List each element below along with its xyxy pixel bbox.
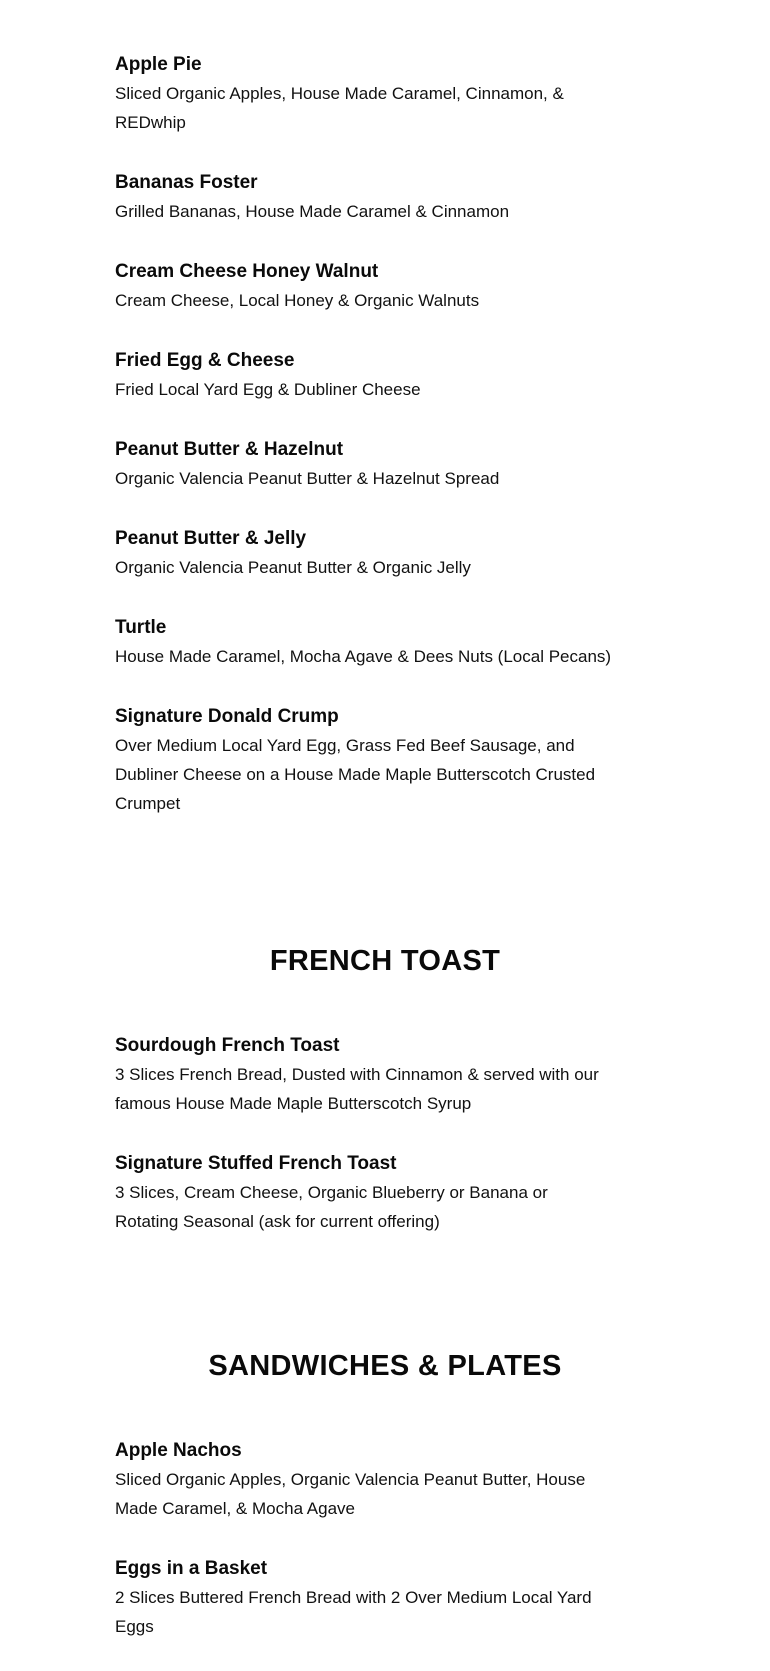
menu-item-name: Peanut Butter & Jelly	[115, 528, 307, 549]
menu-item-description: Sliced Organic Apples, House Made Caramel, Cinnamon, & REDwhip	[115, 84, 564, 132]
menu-item-eggs-in-a-basket	[115, 1554, 615, 1641]
menu-item-description: 2 Slices Buttered French Bread with 2 Over Medium Local Yard Eggs	[115, 1588, 592, 1636]
section-title-sandwiches-plates: SANDWICHES & PLATES	[208, 1350, 562, 1382]
menu-item-description: Over Medium Local Yard Egg, Grass Fed Beef Sausage, and Dubliner Cheese on a House Made Maple Butterscotch Crusted Crumpet	[115, 736, 596, 813]
section-title-french-toast: FRENCH TOAST	[269, 945, 501, 977]
menu-item-description: 3 Slices French Bread, Dusted with Cinnamon & served with our famous House Made Maple Butterscotch Syrup	[115, 1065, 599, 1113]
menu-item-description: 3 Slices, Cream Cheese, Organic Blueberry or Banana or Rotating Seasonal (ask for current offering)	[115, 1183, 548, 1231]
menu-item-apple-nachos	[115, 1436, 615, 1523]
menu-item-name: Apple Nachos	[115, 1440, 242, 1461]
menu-item-name: Sourdough French Toast	[115, 1035, 340, 1056]
menu-item-name: Cream Cheese Honey Walnut	[115, 261, 379, 282]
crumpets-section	[115, 50, 615, 848]
menu-item-sourdough-french-toast	[115, 1031, 615, 1118]
menu-item-description: Cream Cheese, Local Honey & Organic Walnuts	[115, 291, 480, 310]
menu-item-apple-pie	[115, 50, 615, 137]
menu-item-peanut-butter-jelly	[115, 524, 615, 582]
menu-item-description: Fried Local Yard Egg & Dubliner Cheese	[115, 380, 421, 399]
menu-item-name: Turtle	[115, 617, 167, 638]
menu-item-bananas-foster	[115, 168, 615, 226]
menu-item-name: Signature Donald Crump	[115, 706, 339, 727]
menu-item-description: Organic Valencia Peanut Butter & Organic Jelly	[115, 558, 471, 577]
menu-item-name: Eggs in a Basket	[115, 1558, 268, 1579]
menu-item-name: Apple Pie	[115, 54, 202, 75]
menu-item-name: Bananas Foster	[115, 172, 258, 193]
menu-item-cream-cheese-honey-walnut	[115, 257, 615, 315]
menu-item-signature-donald-crump	[115, 702, 615, 818]
menu-item-fried-egg-cheese	[115, 346, 615, 404]
menu-item-description: Sliced Organic Apples, Organic Valencia Peanut Butter, House Made Caramel, & Mocha Agave	[115, 1470, 586, 1518]
menu-item-name: Signature Stuffed French Toast	[115, 1153, 397, 1174]
menu-item-description: Grilled Bananas, House Made Caramel & Cinnamon	[115, 202, 510, 221]
menu-item-peanut-butter-hazelnut	[115, 435, 615, 493]
french-toast-section	[115, 1031, 615, 1266]
menu-item-description: House Made Caramel, Mocha Agave & Dees Nuts (Local Pecans)	[115, 647, 612, 666]
menu-item-name: Fried Egg & Cheese	[115, 350, 295, 371]
menu-item-name: Peanut Butter & Hazelnut	[115, 439, 344, 460]
menu-item-turtle	[115, 613, 615, 671]
menu-item-signature-stuffed-french-toast	[115, 1149, 615, 1236]
menu-item-description: Organic Valencia Peanut Butter & Hazelnut Spread	[115, 469, 500, 488]
sandwiches-section	[115, 1436, 615, 1671]
